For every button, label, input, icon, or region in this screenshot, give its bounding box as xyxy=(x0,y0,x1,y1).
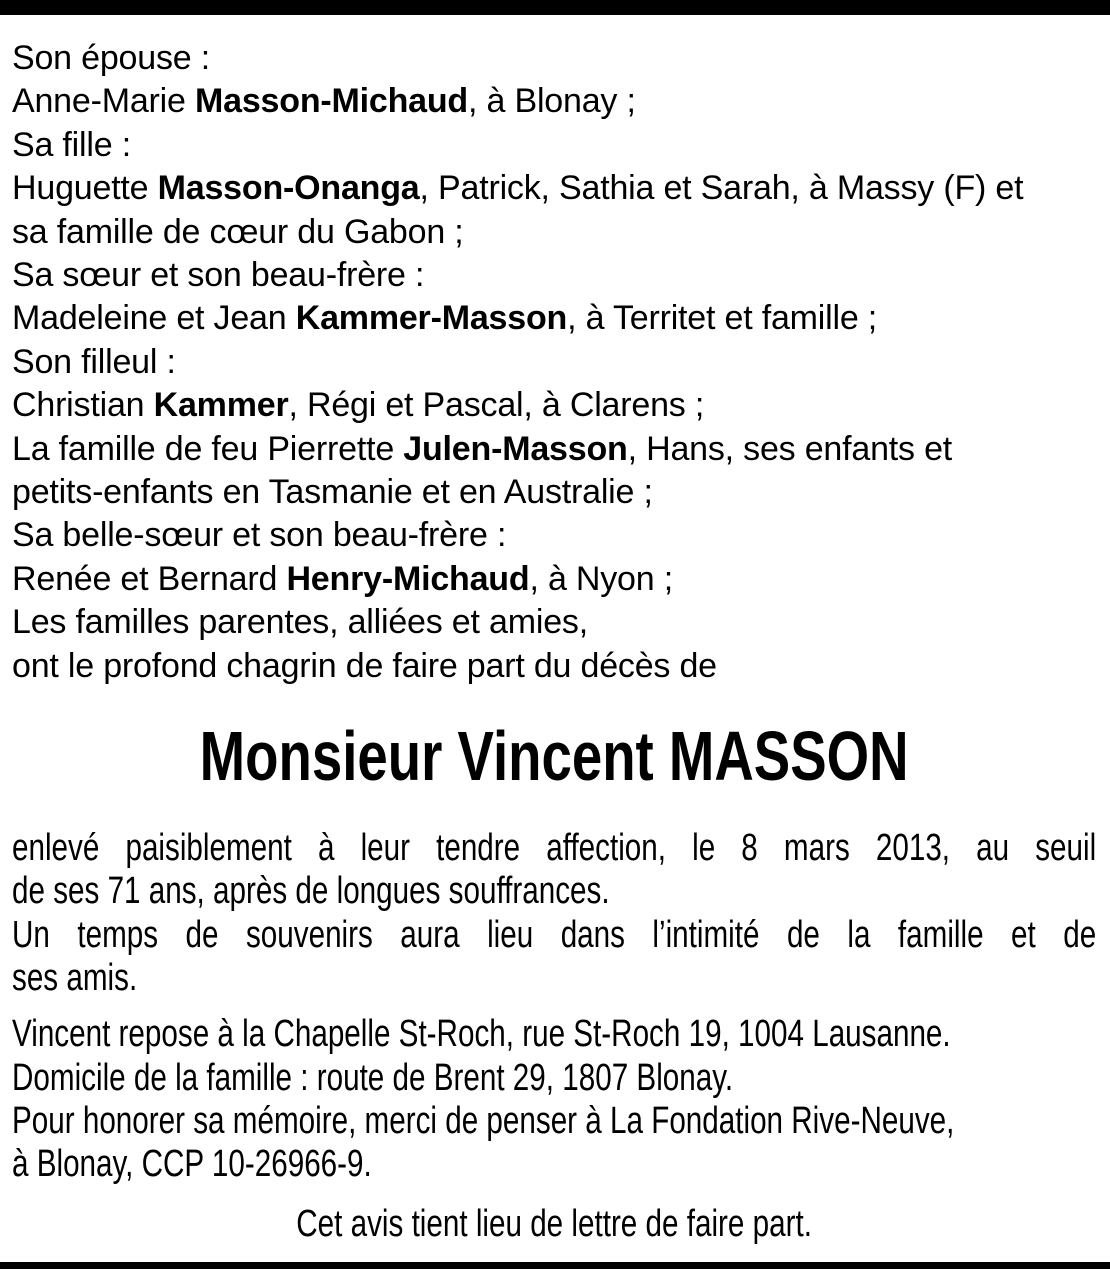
text-segment: , Régi et Pascal, à Clarens ; xyxy=(288,386,705,425)
surname-bold: Henry-Michaud xyxy=(286,559,530,598)
text-segment: Christian xyxy=(12,386,154,425)
text-segment: Sa belle-sœur et son beau-frère : xyxy=(12,516,507,555)
text-segment: , Patrick, Sathia et Sarah, à Massy (F) et xyxy=(419,169,1024,208)
notice-line: ses amis. xyxy=(12,956,138,999)
notice-line xyxy=(12,428,1098,471)
notice-line xyxy=(12,37,1098,80)
text-segment: Huguette xyxy=(12,169,158,208)
notice-line: Pour honorer sa mémoire, merci de penser à La Fondation Rive-Neuve, xyxy=(12,1099,955,1142)
top-border-bar xyxy=(0,0,1110,15)
notice-line xyxy=(12,80,1098,123)
text-segment: Renée et Bernard xyxy=(12,559,287,598)
text-segment: La famille de feu Pierrette xyxy=(12,429,404,468)
text-segment: petits-enfants en Tasmanie et en Australie ; xyxy=(12,473,653,512)
text-segment: ont le profond chagrin de faire part du décès de xyxy=(12,646,717,685)
text-segment: , Hans, ses enfants et xyxy=(627,429,953,468)
closing-line: Cet avis tient lieu de lettre de faire part. xyxy=(296,1203,812,1246)
notice-line xyxy=(12,167,1098,210)
notice-line: enlevé paisiblement à leur tendre affection, le 8 mars 2013, au seuil xyxy=(12,827,1097,870)
notice-line xyxy=(12,341,1098,384)
notice-line: de ses 71 ans, après de longues souffrances. xyxy=(12,870,610,913)
notice-line xyxy=(12,471,1098,514)
text-segment: Anne-Marie xyxy=(12,82,195,121)
notice-line xyxy=(12,124,1098,167)
text-segment: Son épouse : xyxy=(12,39,210,77)
notice-line xyxy=(12,384,1098,427)
paragraph-death-details xyxy=(12,827,1096,1000)
paragraph-practical-info xyxy=(12,1013,1096,1186)
notice-line xyxy=(12,297,1098,340)
notice-line xyxy=(12,601,1098,644)
text-segment: sa famille de cœur du Gabon ; xyxy=(12,212,464,251)
surname-bold: Masson-Onanga xyxy=(157,169,420,208)
surname-bold: Masson-Michaud xyxy=(195,82,469,121)
text-segment: Sa fille : xyxy=(12,125,131,164)
notice-line: Vincent repose à la Chapelle St-Roch, rue St-Roch 19, 1004 Lausanne. xyxy=(12,1013,951,1056)
surname-bold: Kammer xyxy=(153,386,289,425)
bottom-border-bar xyxy=(0,1262,1110,1269)
surname-bold: Julen-Masson xyxy=(403,429,628,468)
surname-bold: Kammer-Masson xyxy=(295,299,568,338)
closing-block xyxy=(12,1203,1096,1246)
text-segment: , à Blonay ; xyxy=(468,82,636,121)
text-segment: Les familles parentes, alliées et amies, xyxy=(12,603,588,642)
text-segment: Madeleine et Jean xyxy=(12,299,296,338)
text-segment: Son filleul : xyxy=(12,342,176,381)
title-block xyxy=(12,711,1096,801)
text-segment: , à Territet et famille ; xyxy=(567,299,878,338)
notice-line: à Blonay, CCP 10-26966-9. xyxy=(12,1143,372,1186)
notice-line xyxy=(12,645,1098,688)
notice-line xyxy=(12,211,1098,254)
text-segment: , à Nyon ; xyxy=(529,559,673,598)
notice-line xyxy=(12,558,1098,601)
text-segment: Sa sœur et son beau-frère : xyxy=(12,256,425,295)
notice-line: Domicile de la famille : route de Brent 29, 1807 Blonay. xyxy=(12,1056,734,1099)
notice-line: Un temps de souvenirs aura lieu dans l’intimité de la famille et de xyxy=(12,913,1097,956)
intro-family-block xyxy=(12,37,1098,688)
notice-line xyxy=(12,254,1098,297)
notice-line xyxy=(12,514,1098,557)
deceased-name-title: Monsieur Vincent MASSON xyxy=(199,717,909,796)
